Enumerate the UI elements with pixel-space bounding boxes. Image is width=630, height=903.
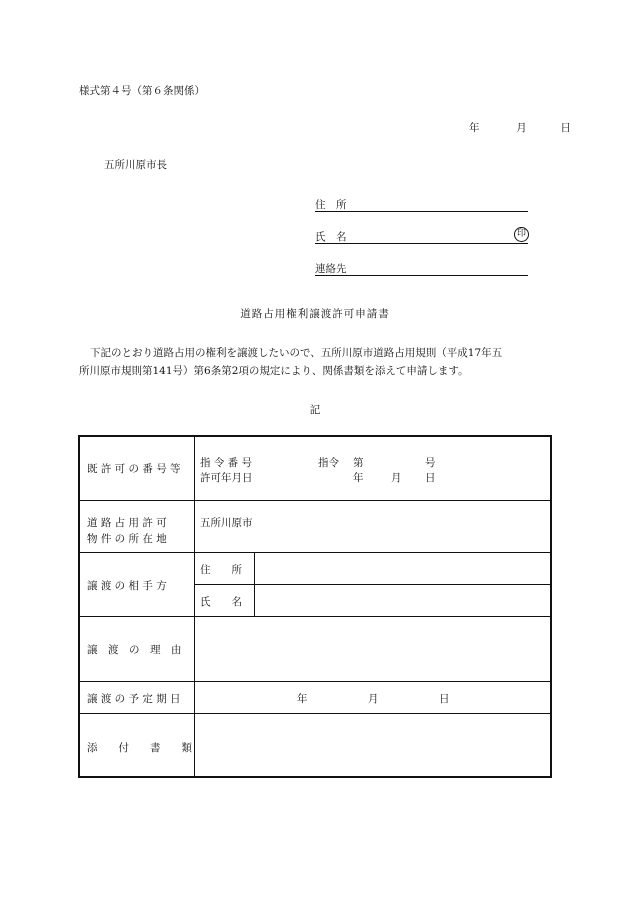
applicant-contact-label: 連絡先 bbox=[315, 263, 347, 275]
date-month: 月 bbox=[516, 122, 527, 134]
planned-day: 日 bbox=[439, 693, 450, 705]
applicant-name-field[interactable] bbox=[315, 230, 528, 244]
location-value[interactable]: 五所川原市 bbox=[200, 517, 253, 529]
existing-permit-label: 既 許 可 の 番 号 等 bbox=[87, 463, 181, 475]
document-title: 道路占用権利譲渡許可申請書 bbox=[240, 308, 390, 320]
row-location bbox=[80, 501, 550, 553]
application-table bbox=[78, 435, 552, 778]
addressee: 五所川原市長 bbox=[104, 159, 167, 171]
transferee-address-label: 住 所 bbox=[200, 564, 242, 576]
row-attachments bbox=[80, 714, 550, 778]
ki-heading: 記 bbox=[309, 404, 321, 416]
planned-date-label: 譲 渡 の 予 定 期 日 bbox=[87, 693, 181, 705]
row-existing-permit bbox=[80, 437, 550, 501]
date-day: 日 bbox=[560, 122, 571, 134]
row-transferee bbox=[80, 553, 550, 617]
applicant-address-field[interactable] bbox=[315, 198, 528, 212]
row-planned-date bbox=[80, 682, 550, 714]
seal-icon: 印 bbox=[514, 227, 529, 242]
transferee-subcolumn-divider bbox=[254, 553, 255, 616]
location-label-line2: 物 件 の 所 在 地 bbox=[87, 533, 167, 545]
permit-month: 月 bbox=[391, 472, 402, 484]
attachments-label: 添 付 書 類 bbox=[87, 742, 192, 754]
order-go: 号 bbox=[425, 457, 436, 469]
date-year: 年 bbox=[469, 122, 480, 134]
body-line-1: 下記のとおり道路占用の権利を譲渡したいので、五所川原市道路占用規則（平成17年五 bbox=[90, 347, 503, 359]
order-prefix: 指令 bbox=[318, 457, 339, 469]
planned-year: 年 bbox=[297, 693, 308, 705]
row-reason bbox=[80, 617, 550, 682]
transferee-divider bbox=[194, 584, 550, 585]
applicant-name-label: 氏 名 bbox=[315, 231, 347, 243]
submission-date bbox=[469, 120, 571, 135]
applicant-contact-field[interactable] bbox=[315, 262, 528, 276]
form-number: 様式第４号（第６条関係） bbox=[79, 85, 205, 97]
transferee-name-label: 氏 名 bbox=[200, 596, 242, 608]
applicant-address-label: 住 所 bbox=[315, 199, 347, 211]
planned-month: 月 bbox=[368, 693, 379, 705]
permit-day: 日 bbox=[425, 472, 436, 484]
permit-year: 年 bbox=[353, 472, 364, 484]
order-dai: 第 bbox=[353, 457, 364, 469]
transferee-label: 譲 渡 の 相 手 方 bbox=[87, 580, 167, 592]
body-line-2: 所川原市規則第141号）第6条第2項の規定により、関係書類を添えて申請します。 bbox=[79, 365, 469, 377]
order-number-label: 指 令 番 号 bbox=[200, 457, 253, 469]
location-label-line1: 道 路 占 用 許 可 bbox=[87, 517, 167, 529]
permit-date-label: 許可年月日 bbox=[200, 472, 253, 484]
application-body bbox=[79, 344, 554, 380]
reason-label: 譲 渡 の 理 由 bbox=[87, 644, 182, 656]
